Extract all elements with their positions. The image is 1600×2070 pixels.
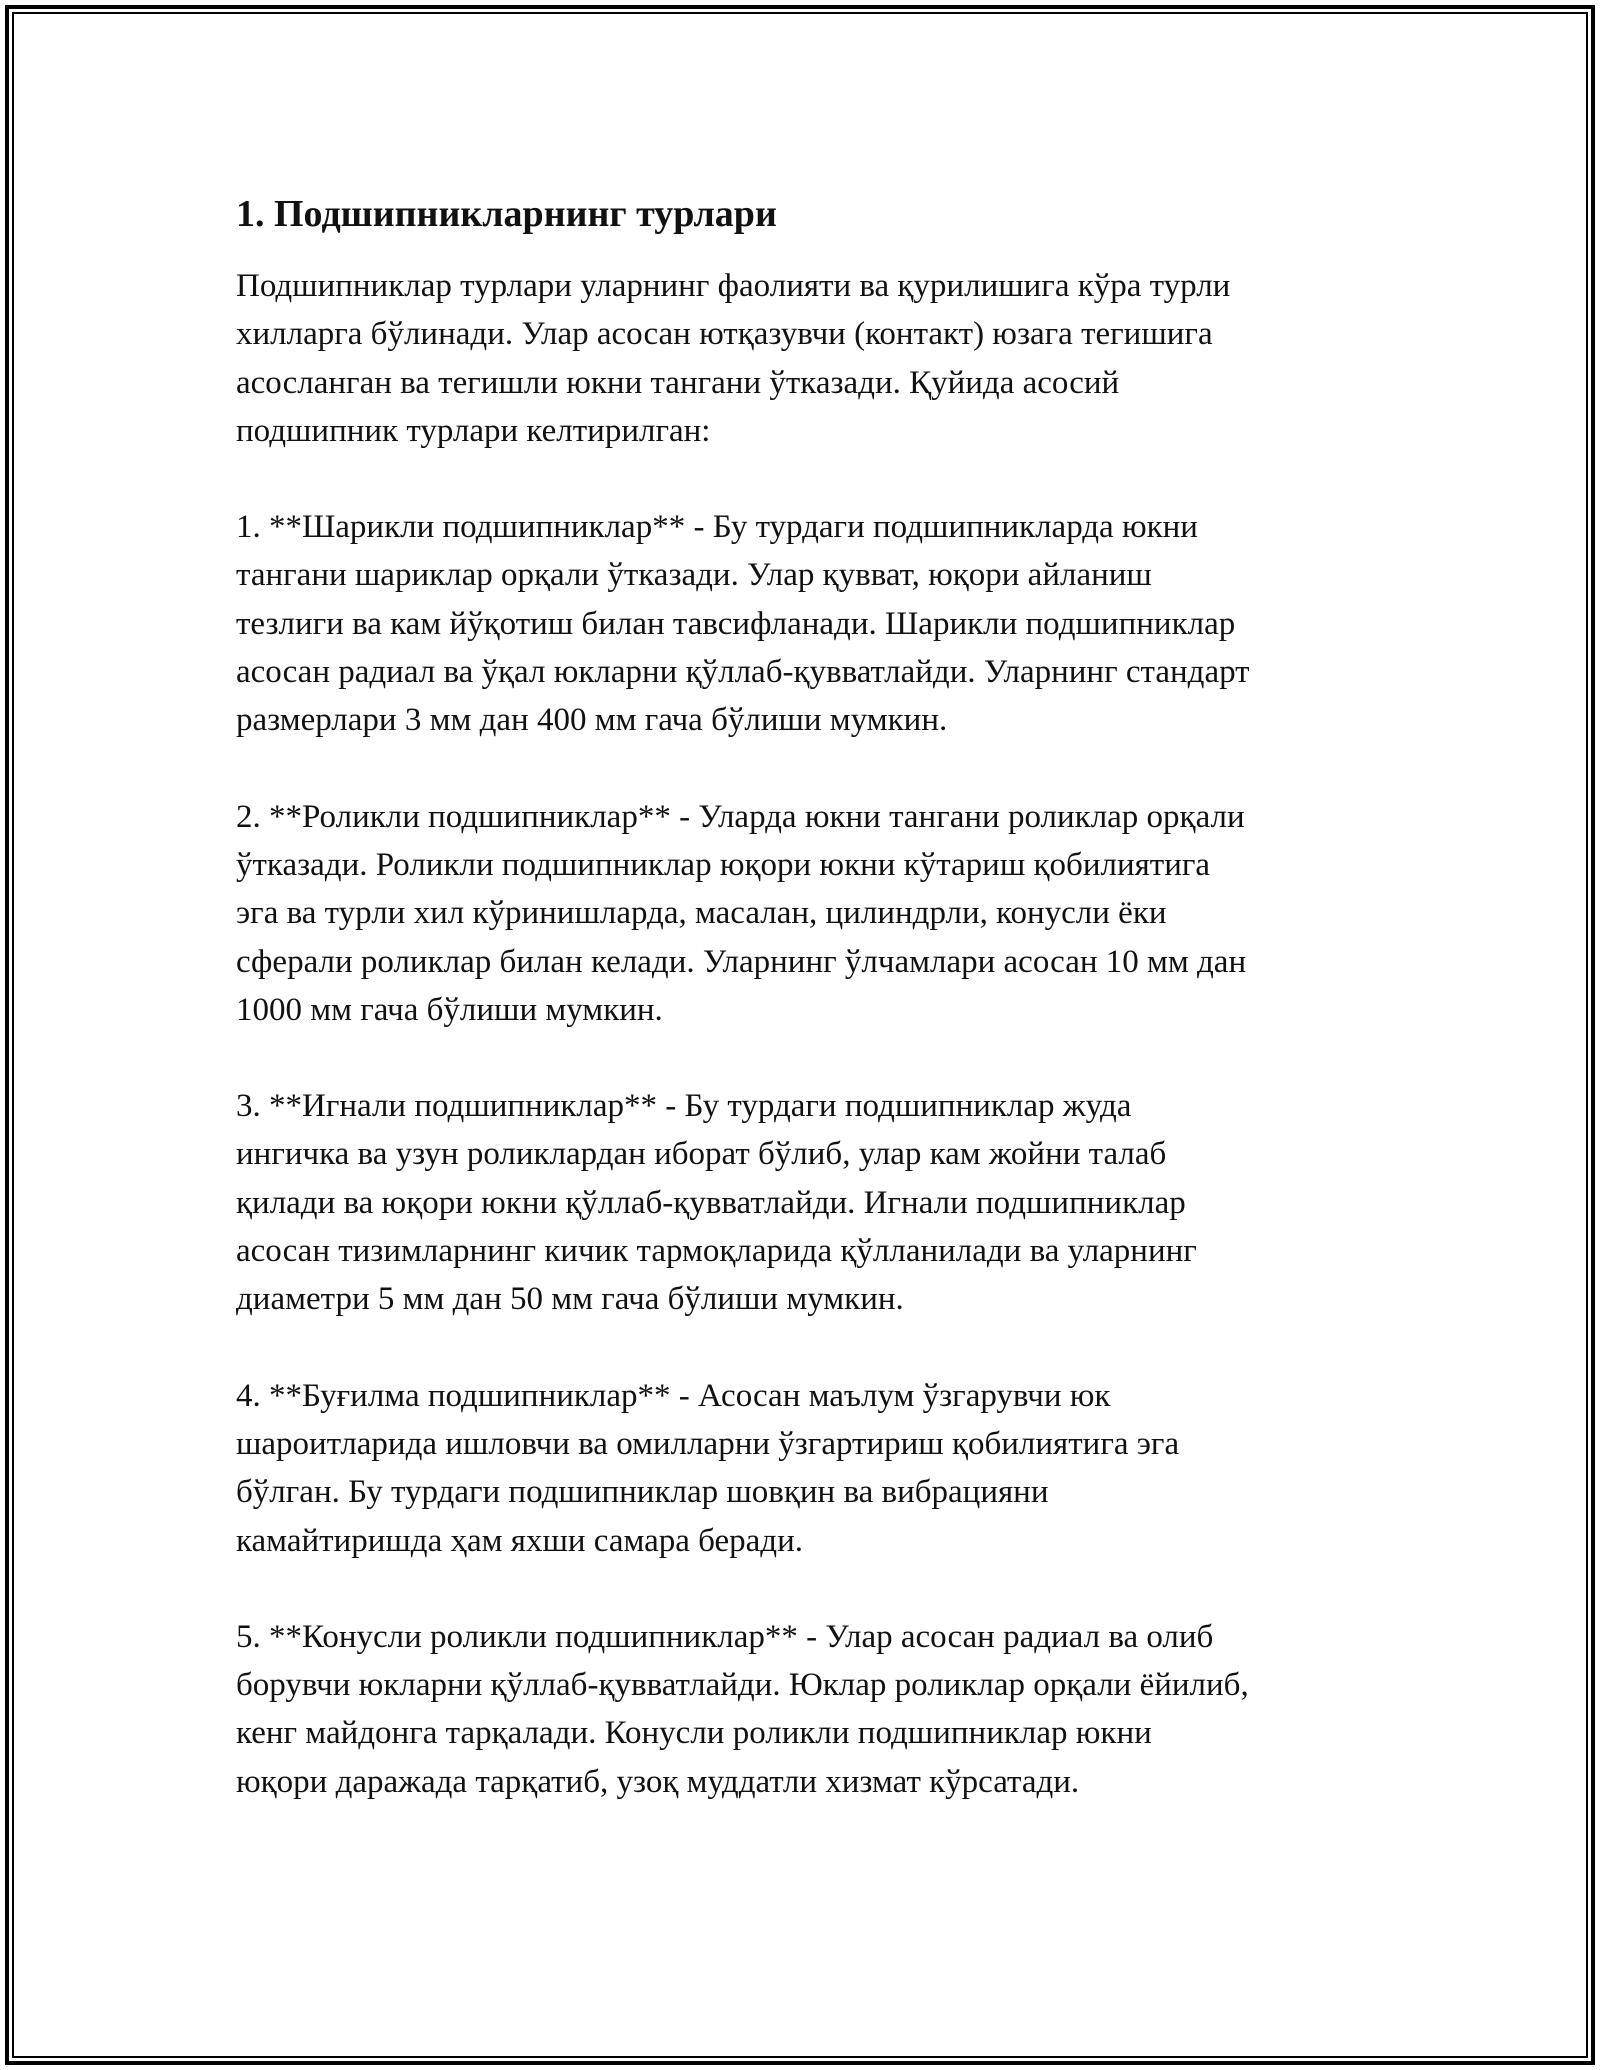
paragraph-line: 1000 мм гача бўлиши мумкин. (236, 991, 663, 1028)
paragraph-line: тезлиги ва кам йўқотиш билан тавсифланади. Шарикли подшипниклар (236, 605, 1236, 642)
paragraph-line: 3. **Игнали подшипниклар** - Бу турдаги подшипниклар жуда (236, 1088, 1132, 1125)
paragraph-line: 2. **Роликли подшипниклар** - Уларда юкни тангани роликлар орқали (236, 798, 1245, 835)
paragraph-line: қилади ва юқори юкни қўллаб-қувватлайди. Игнали подшипниклар (236, 1184, 1186, 1221)
paragraph-line: ингичка ва узун роликлардан иборат бўлиб, улар кам жойни талаб (236, 1136, 1167, 1173)
paragraph-line: тангани шариклар орқали ўтказади. Улар қувват, юқори айланиш (236, 557, 1152, 594)
paragraph-line: сферали роликлар билан келади. Уларнинг ўлчамлари асосан 10 мм дан (236, 943, 1247, 980)
paragraph-roller-bearings (236, 793, 1376, 1034)
paragraph-line: борувчи юкларни қўллаб-қувватлайди. Юклар роликлар орқали ёйилиб, (236, 1667, 1249, 1704)
paragraph-line: Подшипниклар турлари уларнинг фаолияти ва қурилишига кўра турли (236, 268, 1231, 304)
paragraph-line: кенг майдонга тарқалади. Конусли роликли подшипниклар юкни (236, 1715, 1152, 1752)
paragraph-needle-bearings (236, 1082, 1376, 1323)
paragraph-line: шароитларида ишловчи ва омилларни ўзгартириш қобилиятига эга (236, 1425, 1180, 1462)
paragraph-line: ўтказади. Роликли подшипниклар юқори юкни кўтариш қобилиятига (236, 846, 1211, 883)
paragraph-line: 5. **Конусли роликли подшипниклар** - Улар асосан радиал ва олиб (236, 1618, 1214, 1655)
paragraph-line: асосланган ва тегишли юкни тангани ўтказади. Қуйида асосий (236, 364, 1120, 401)
section-heading: 1. Подшипникларнинг турлари (236, 193, 777, 235)
paragraph-line: камайтиришда ҳам яхши самара беради. (236, 1522, 804, 1559)
paragraph-line: 4. **Буғилма подшипниклар** - Асосан маълум ўзгарувчи юк (236, 1377, 1111, 1414)
paragraph-line: 1. **Шарикли подшипниклар** - Бу турдаги подшипникларда юкни (236, 509, 1198, 546)
paragraph-ball-bearings (236, 503, 1376, 744)
paragraph-line: юқори даражада тарқатиб, узоқ муддатли хизмат кўрсатади. (236, 1763, 1080, 1800)
paragraph-flexible-bearings (236, 1372, 1376, 1565)
paragraph-line: хилларга бўлинади. Улар асосан ютқазувчи (контакт) юзага тегишига (236, 316, 1213, 353)
paragraph-line: диаметри 5 мм дан 50 мм гача бўлиши мумкин. (236, 1281, 904, 1318)
paragraph-line: бўлган. Бу турдаги подшипниклар шовқин ва вибрацияни (236, 1474, 1049, 1511)
paragraph-line: асосан радиал ва ўқал юкларни қўллаб-қувватлайди. Уларнинг стандарт (236, 654, 1250, 691)
paragraph-line: асосан тизимларнинг кичик тармоқларида қўлланилади ва уларнинг (236, 1233, 1197, 1270)
paragraph-tapered-roller-bearings (236, 1613, 1376, 1806)
paragraph-intro (236, 262, 1376, 455)
paragraph-line: подшипник турлари келтирилган: (236, 412, 711, 449)
paragraph-line: эга ва турли хил кўринишларда, масалан, цилиндрли, конусли ёки (236, 895, 1167, 932)
paragraph-line: размерлари 3 мм дан 400 мм гача бўлиши мумкин. (236, 702, 948, 739)
document-body (236, 188, 1376, 1806)
